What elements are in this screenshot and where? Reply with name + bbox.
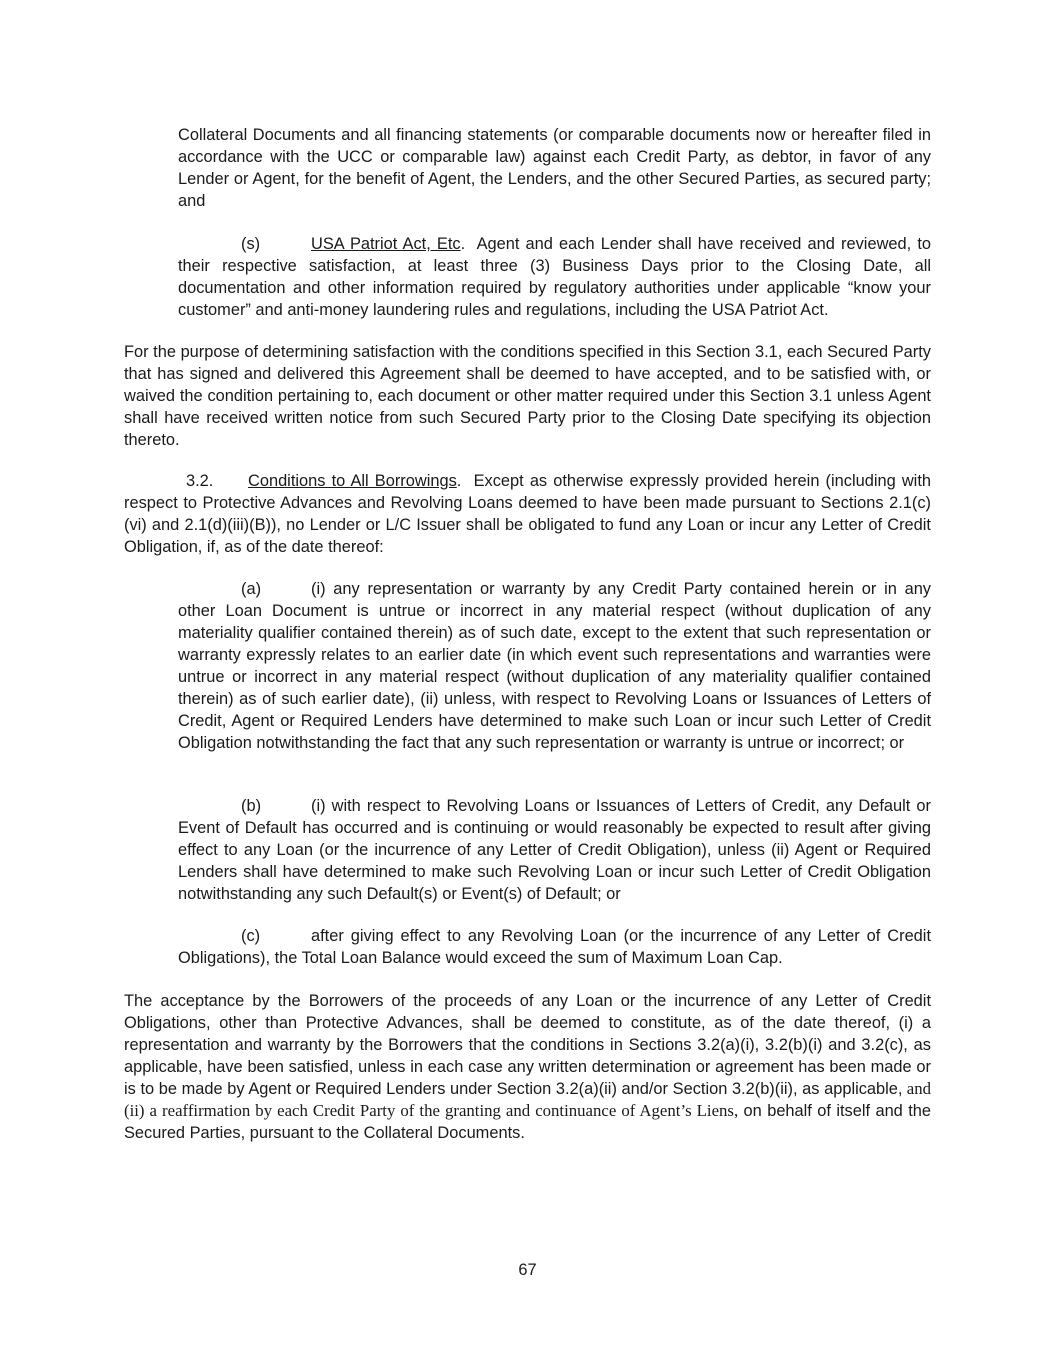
paragraph-collateral-documents: [178, 124, 931, 212]
paragraph-text: The acceptance by the Borrowers of the proceeds of any Loan or the incurrence of any Letter of Credit Obligations, other than Protective Advances, shall be deemed to constitute, as of the date thereof, (i) a representation and warranty by the Borrowers that the conditions in Sections 3.2(a)(i), 3.2(b)(i) and 3.2(c), as applicable, have been satisfied, unless in each case any written determination or agreement has been made or is to be made by Agent or Required Lenders under Section 3.2(a)(ii) and/or Section 3.2(b)(ii), as applicable,: [124, 992, 931, 1098]
paragraph-text: For the purpose of determining satisfaction with the conditions specified in this Section 3.1, each Secured Party that has signed and delivered this Agreement shall be deemed to have accepted, and to be satisfied with, or waived the condition pertaining to, each document or other matter required under this Section 3.1 unless Agent shall have received written notice from such Secured Party prior to the Closing Date specifying its objection thereto.: [124, 343, 931, 449]
paragraph-text: Agent and each Lender shall have received and reviewed, to their respective satisfaction, at least three (3) Business Days prior to the Closing Date, all documentation and other information required by regulatory authorities under applicable “know your customer” and anti-money laundering rules and regulations, including the USA Patriot Act.: [178, 235, 936, 319]
paragraph-text-end: on behalf of itself and the Secured Parties, pursuant to the Collateral Documents.: [124, 1102, 931, 1142]
paragraph-text: Collateral Documents and all financing statements (or comparable documents now or hereafter filed in accordance with the UCC or comparable law) against each Credit Party, as debtor, in favor of any Lender or Agent, for the benefit of Agent, the Lenders, and the other Secured Parties, as secured party; and: [178, 126, 931, 210]
section-heading-usa-patriot-act: USA Patriot Act, Etc: [311, 235, 461, 253]
paragraph-s-usa-patriot-act: [178, 233, 936, 321]
paragraph-a: [178, 578, 931, 754]
list-marker-s: (s): [241, 235, 261, 253]
list-marker-c: (c): [241, 927, 261, 945]
page-number: 67: [518, 1261, 537, 1279]
paragraph-acceptance-by-borrowers: [124, 990, 931, 1144]
section-heading-conditions-to-all-borrowings: Conditions to All Borrowings: [248, 472, 457, 490]
paragraph-c: [178, 925, 931, 969]
paragraph-b: [178, 795, 931, 905]
paragraph-section-3-2: [124, 470, 936, 558]
paragraph-purpose-determining-satisfaction: [124, 341, 931, 451]
section-number: 3.2.: [186, 472, 214, 490]
paragraph-text: after giving effect to any Revolving Loan (or the incurrence of any Letter of Credit Obligations), the Total Loan Balance would exceed the sum of Maximum Loan Cap.: [178, 927, 931, 967]
paragraph-text: Except as otherwise expressly provided herein (including with respect to Protective Advances and Revolving Loans deemed to have been made pursuant to Sections 2.1(c)(vi) and 2.1(d)(iii)(B)), no Lender or L/C Issuer shall be obligated to fund any Loan or incur any Letter of Credit Obligation, if, as of the date thereof:: [124, 472, 936, 556]
paragraph-text-serif: and (ii) a reaffirmation by each Credit Party of the granting and continuance of Agent’s Liens,: [124, 1079, 931, 1120]
heading-period: .: [460, 235, 466, 253]
paragraph-text: (i) with respect to Revolving Loans or Issuances of Letters of Credit, any Default or Event of Default has occurred and is continuing or would reasonably be expected to result after giving effect to any Loan (or the incurrence of any Letter of Credit Obligation), unless (ii) Agent or Required Lenders shall have determined to make such Revolving Loan or incur such Letter of Credit Obligation notwithstanding any such Default(s) or Event(s) of Default; or: [178, 797, 931, 903]
list-marker-a: (a): [241, 580, 262, 598]
heading-period: .: [456, 472, 462, 490]
paragraph-text: (i) any representation or warranty by any Credit Party contained herein or in any other Loan Document is untrue or incorrect in any material respect (without duplication of any materiality qualifier contained therein) as of such date, except to the extent that such representation or warranty expressly relates to an earlier date (in which event such representations and warranties were untrue or incorrect in any material respect (without duplication of any materiality qualifier contained therein) as of such earlier date), (ii) unless, with respect to Revolving Loans or Issuances of Letters of Credit, Agent or Required Lenders have determined to make such Loan or incur such Letter of Credit Obligation notwithstanding the fact that any such representation or warranty is untrue or incorrect; or: [178, 580, 931, 752]
list-marker-b: (b): [241, 797, 262, 815]
